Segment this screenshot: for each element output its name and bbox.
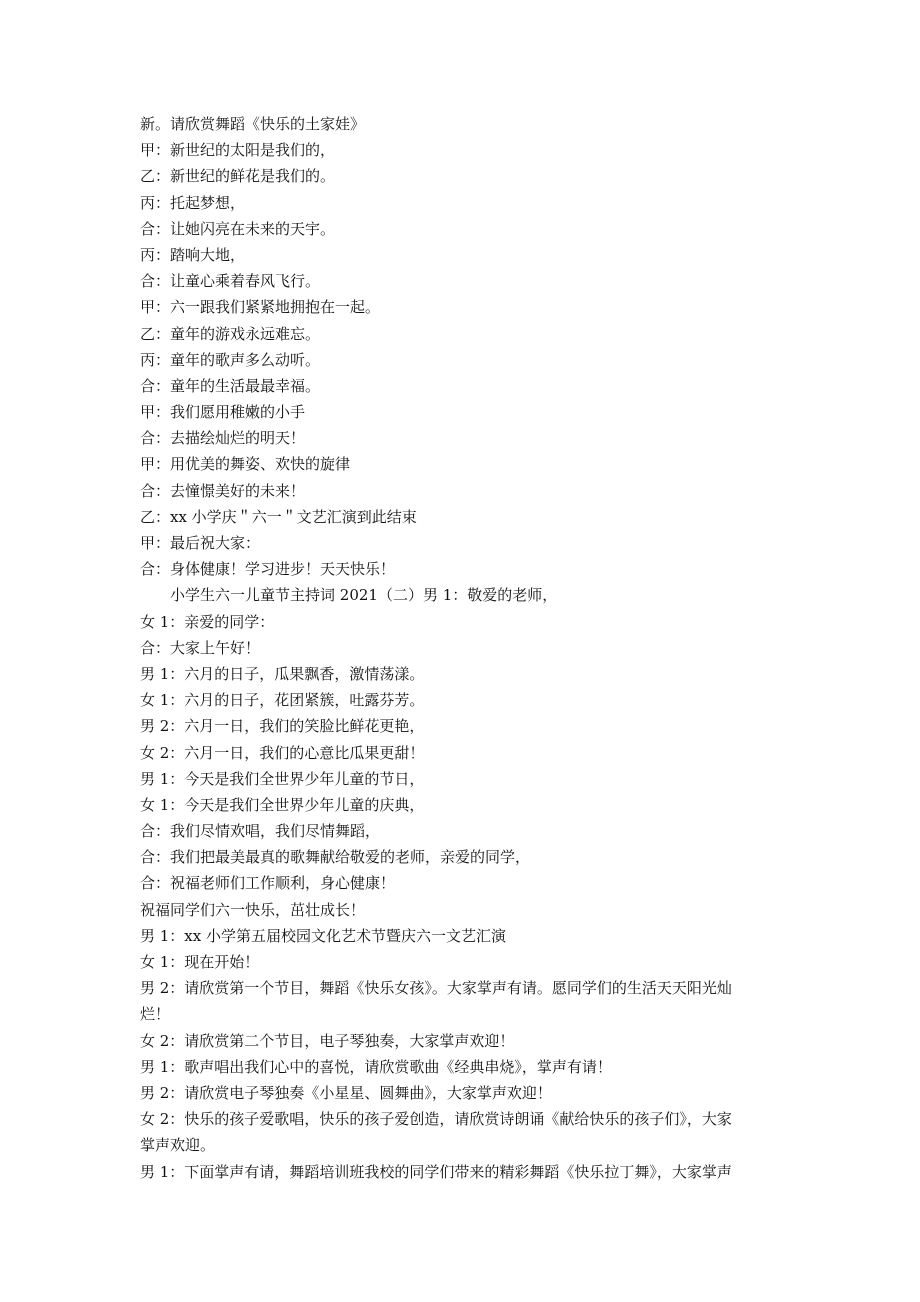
text-line: 女 2：请欣赏第二个节目，电子琴独奏，大家掌声欢迎！ (140, 1031, 515, 1050)
text-line: 合：身体健康！学习进步！天天快乐！ (140, 560, 396, 579)
text-line: 甲：最后祝大家： (140, 534, 261, 552)
text-line: 男 2：请欣赏第一个节目，舞蹈《快乐女孩》。大家掌声有请。愿同学们的生活天天阳光灿 (140, 979, 732, 998)
text-line: 男 1：xx 小学第五届校园文化艺术节暨庆六一文艺汇演 (140, 926, 507, 945)
text-line: 甲：六一跟我们紧紧地拥抱在一起。 (140, 298, 381, 317)
text-line: 丙：托起梦想， (140, 193, 246, 212)
text-line: 甲：我们愿用稚嫩的小手 (140, 403, 306, 422)
text-line: 祝福同学们六一快乐，茁壮成长！ (140, 900, 366, 919)
text-line: 合：我们把最美最真的歌舞献给敬爱的老师，亲爱的同学， (140, 848, 531, 867)
text-line: 女 1：今天是我们全世界少年儿童的庆典， (140, 795, 425, 814)
text-line: 男 1：今天是我们全世界少年儿童的节日， (140, 769, 425, 788)
text-line: 新。请欣赏舞蹈《快乐的土家娃》 (140, 115, 366, 133)
text-line: 女 1：现在开始！ (140, 953, 260, 971)
text-line: 掌声欢迎。 (140, 1136, 216, 1155)
text-line: 甲：用优美的舞姿、欢快的旋律 (140, 455, 351, 474)
text-line: 烂！ (140, 1005, 171, 1024)
text-line: 合：大家上午好！ (140, 638, 261, 657)
document-body (140, 111, 788, 1185)
text-line: 合：让她闪亮在未来的天宇。 (140, 219, 336, 238)
text-line: 乙：童年的游戏永远难忘。 (140, 324, 321, 343)
text-line: 合：我们尽情欢唱，我们尽情舞蹈， (140, 822, 381, 841)
text-line: 男 2：六月一日，我们的笑脸比鲜花更艳， (140, 717, 425, 736)
text-line: 男 1：六月的日子，瓜果飘香，激情荡漾。 (140, 664, 425, 683)
text-line: 合：去憧憬美好的未来！ (140, 481, 306, 500)
text-line: 合：让童心乘着春风飞行。 (140, 272, 321, 291)
text-line: 男 1：下面掌声有请，舞蹈培训班我校的同学们带来的精彩舞蹈《快乐拉丁舞》，大家掌声 (140, 1162, 732, 1181)
text-line: 乙：xx 小学庆＂六一＂文艺汇演到此结束 (140, 507, 417, 526)
section-heading-line: 小学生六一儿童节主持词 2021（二）男 1：敬爱的老师， (170, 586, 558, 605)
text-line: 丙：踏响大地， (140, 245, 246, 264)
text-line: 女 2：六月一日，我们的心意比瓜果更甜！ (140, 743, 425, 762)
text-line: 男 1：歌声唱出我们心中的喜悦，请欣赏歌曲《经典串烧》，掌声有请！ (140, 1057, 612, 1076)
text-line: 乙：新世纪的鲜花是我们的。 (140, 167, 336, 186)
text-line: 合：童年的生活最最幸福。 (140, 376, 321, 395)
text-line: 女 1：六月的日子，花团紧簇，吐露芬芳。 (140, 691, 425, 710)
text-line: 丙：童年的歌声多么动听。 (140, 350, 321, 369)
text-line: 女 2：快乐的孩子爱歌唱，快乐的孩子爱创造，请欣赏诗朗诵《献给快乐的孩子们》，大家 (140, 1110, 732, 1129)
text-line: 甲：新世纪的太阳是我们的， (140, 141, 336, 160)
text-line: 合：去描绘灿烂的明天！ (140, 429, 306, 448)
text-line: 合：祝福老师们工作顺利，身心健康！ (140, 874, 396, 893)
text-line: 女 1：亲爱的同学： (140, 612, 275, 631)
text-line: 男 2：请欣赏电子琴独奏《小星星、圆舞曲》，大家掌声欢迎！ (140, 1083, 552, 1102)
